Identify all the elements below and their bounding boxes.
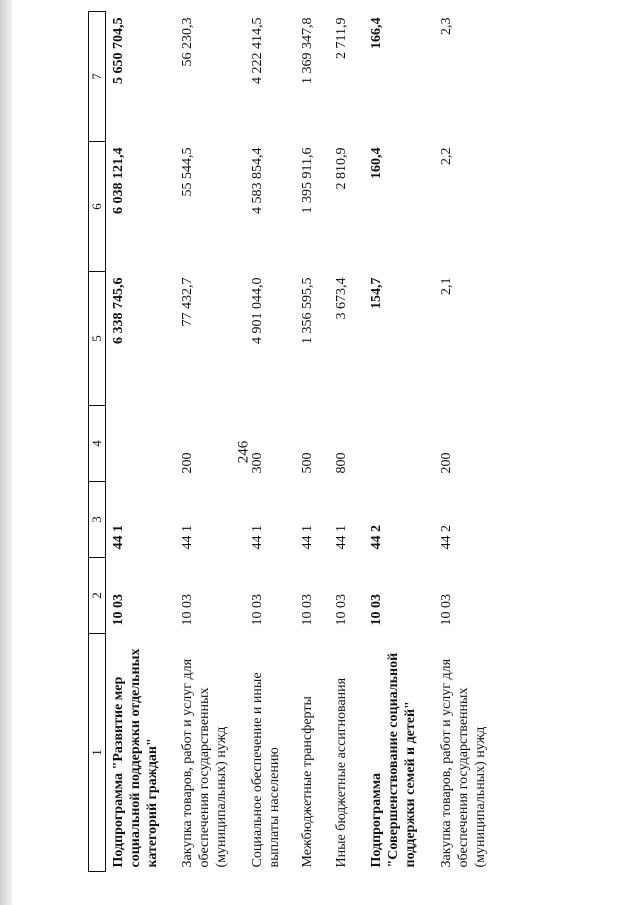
table-row — [106, 12, 180, 872]
header-cell: 6 — [89, 142, 106, 272]
row-section-code: 10 03 — [250, 594, 265, 626]
row-expense-type — [368, 406, 438, 482]
row-value-7: 5 650 704,5 — [111, 17, 126, 84]
header-cell: 1 — [89, 634, 106, 872]
row-value-7: 166,4 — [369, 17, 384, 49]
row-name: Закупка товаров, работ и услуг для обеспечения государственных (муниципальных) нужд — [180, 658, 229, 868]
table-row — [368, 12, 438, 872]
header-cell: 4 — [89, 406, 106, 482]
table-row — [179, 12, 249, 872]
row-value-5: 3 673,4 — [334, 277, 349, 320]
row-target-code: 44 1 — [300, 525, 315, 550]
row-value-6: 2 810,9 — [334, 147, 349, 190]
header-cell: 3 — [89, 482, 106, 558]
row-expense-type: 200 — [180, 452, 195, 474]
row-value-6: 2,2 — [439, 147, 454, 165]
row-value-5: 1 356 595,5 — [300, 277, 315, 344]
table-row — [333, 12, 368, 872]
row-value-6: 4 583 854,4 — [250, 147, 265, 214]
row-name: Закупка товаров, работ и услуг для обеспечения государственных (муниципальных) нужд — [439, 658, 488, 868]
scan-edge — [0, 0, 12, 905]
row-target-code: 44 1 — [111, 525, 126, 550]
row-value-7: 1 369 347,8 — [300, 17, 315, 84]
row-value-5: 2,1 — [439, 277, 454, 295]
row-value-5: 6 338 745,6 — [111, 277, 126, 344]
row-name: Межбюджетные трансферты — [300, 696, 315, 868]
budget-table — [88, 11, 508, 872]
row-value-6: 6 038 121,4 — [111, 147, 126, 214]
row-expense-type — [106, 406, 180, 482]
header-cell: 5 — [89, 272, 106, 406]
row-value-7: 56 230,3 — [180, 17, 195, 67]
row-section-code: 10 03 — [334, 594, 349, 626]
row-value-5: 4 901 044,0 — [250, 277, 265, 344]
row-section-code: 10 03 — [111, 594, 126, 626]
row-target-code: 44 2 — [439, 525, 454, 550]
header-cell: 7 — [89, 12, 106, 142]
row-value-7: 2,3 — [439, 17, 454, 35]
row-value-5: 154,7 — [369, 277, 384, 309]
table-header-row — [89, 12, 106, 872]
table-row — [249, 12, 299, 872]
row-target-code: 44 1 — [180, 525, 195, 550]
row-section-code: 10 03 — [300, 594, 315, 626]
row-target-code: 44 1 — [334, 525, 349, 550]
table-row — [299, 12, 333, 872]
row-value-5: 77 432,7 — [180, 277, 195, 327]
row-section-code: 10 03 — [369, 594, 384, 626]
row-section-code: 10 03 — [180, 594, 195, 626]
row-target-code: 44 2 — [369, 525, 384, 550]
row-section-code: 10 03 — [439, 594, 454, 626]
row-expense-type: 800 — [334, 452, 349, 474]
row-expense-type: 300 — [250, 452, 265, 474]
row-value-7: 2 711,9 — [334, 17, 349, 59]
row-name: Социальное обеспечение и иные выплаты населению — [250, 672, 282, 868]
row-name: Подпрограмма "Развитие мер социальной поддержки отдельных категорий граждан" — [111, 648, 160, 868]
row-expense-type: 500 — [300, 452, 315, 474]
row-target-code: 44 1 — [250, 525, 265, 550]
row-value-6: 160,4 — [369, 147, 384, 179]
row-expense-type: 200 — [439, 452, 454, 474]
row-value-7: 4 222 414,5 — [250, 17, 265, 84]
page-number: 246 — [235, 440, 252, 464]
row-value-6: 1 395 911,6 — [300, 147, 315, 214]
rotated-table-container — [88, 12, 528, 872]
table-row — [438, 12, 508, 872]
row-value-6: 55 544,5 — [180, 147, 195, 197]
row-name: Подпрограмма "Совершенствование социальной поддержки семей и детей" — [369, 652, 418, 868]
row-name: Иные бюджетные ассигнования — [334, 677, 349, 868]
header-cell: 2 — [89, 558, 106, 634]
